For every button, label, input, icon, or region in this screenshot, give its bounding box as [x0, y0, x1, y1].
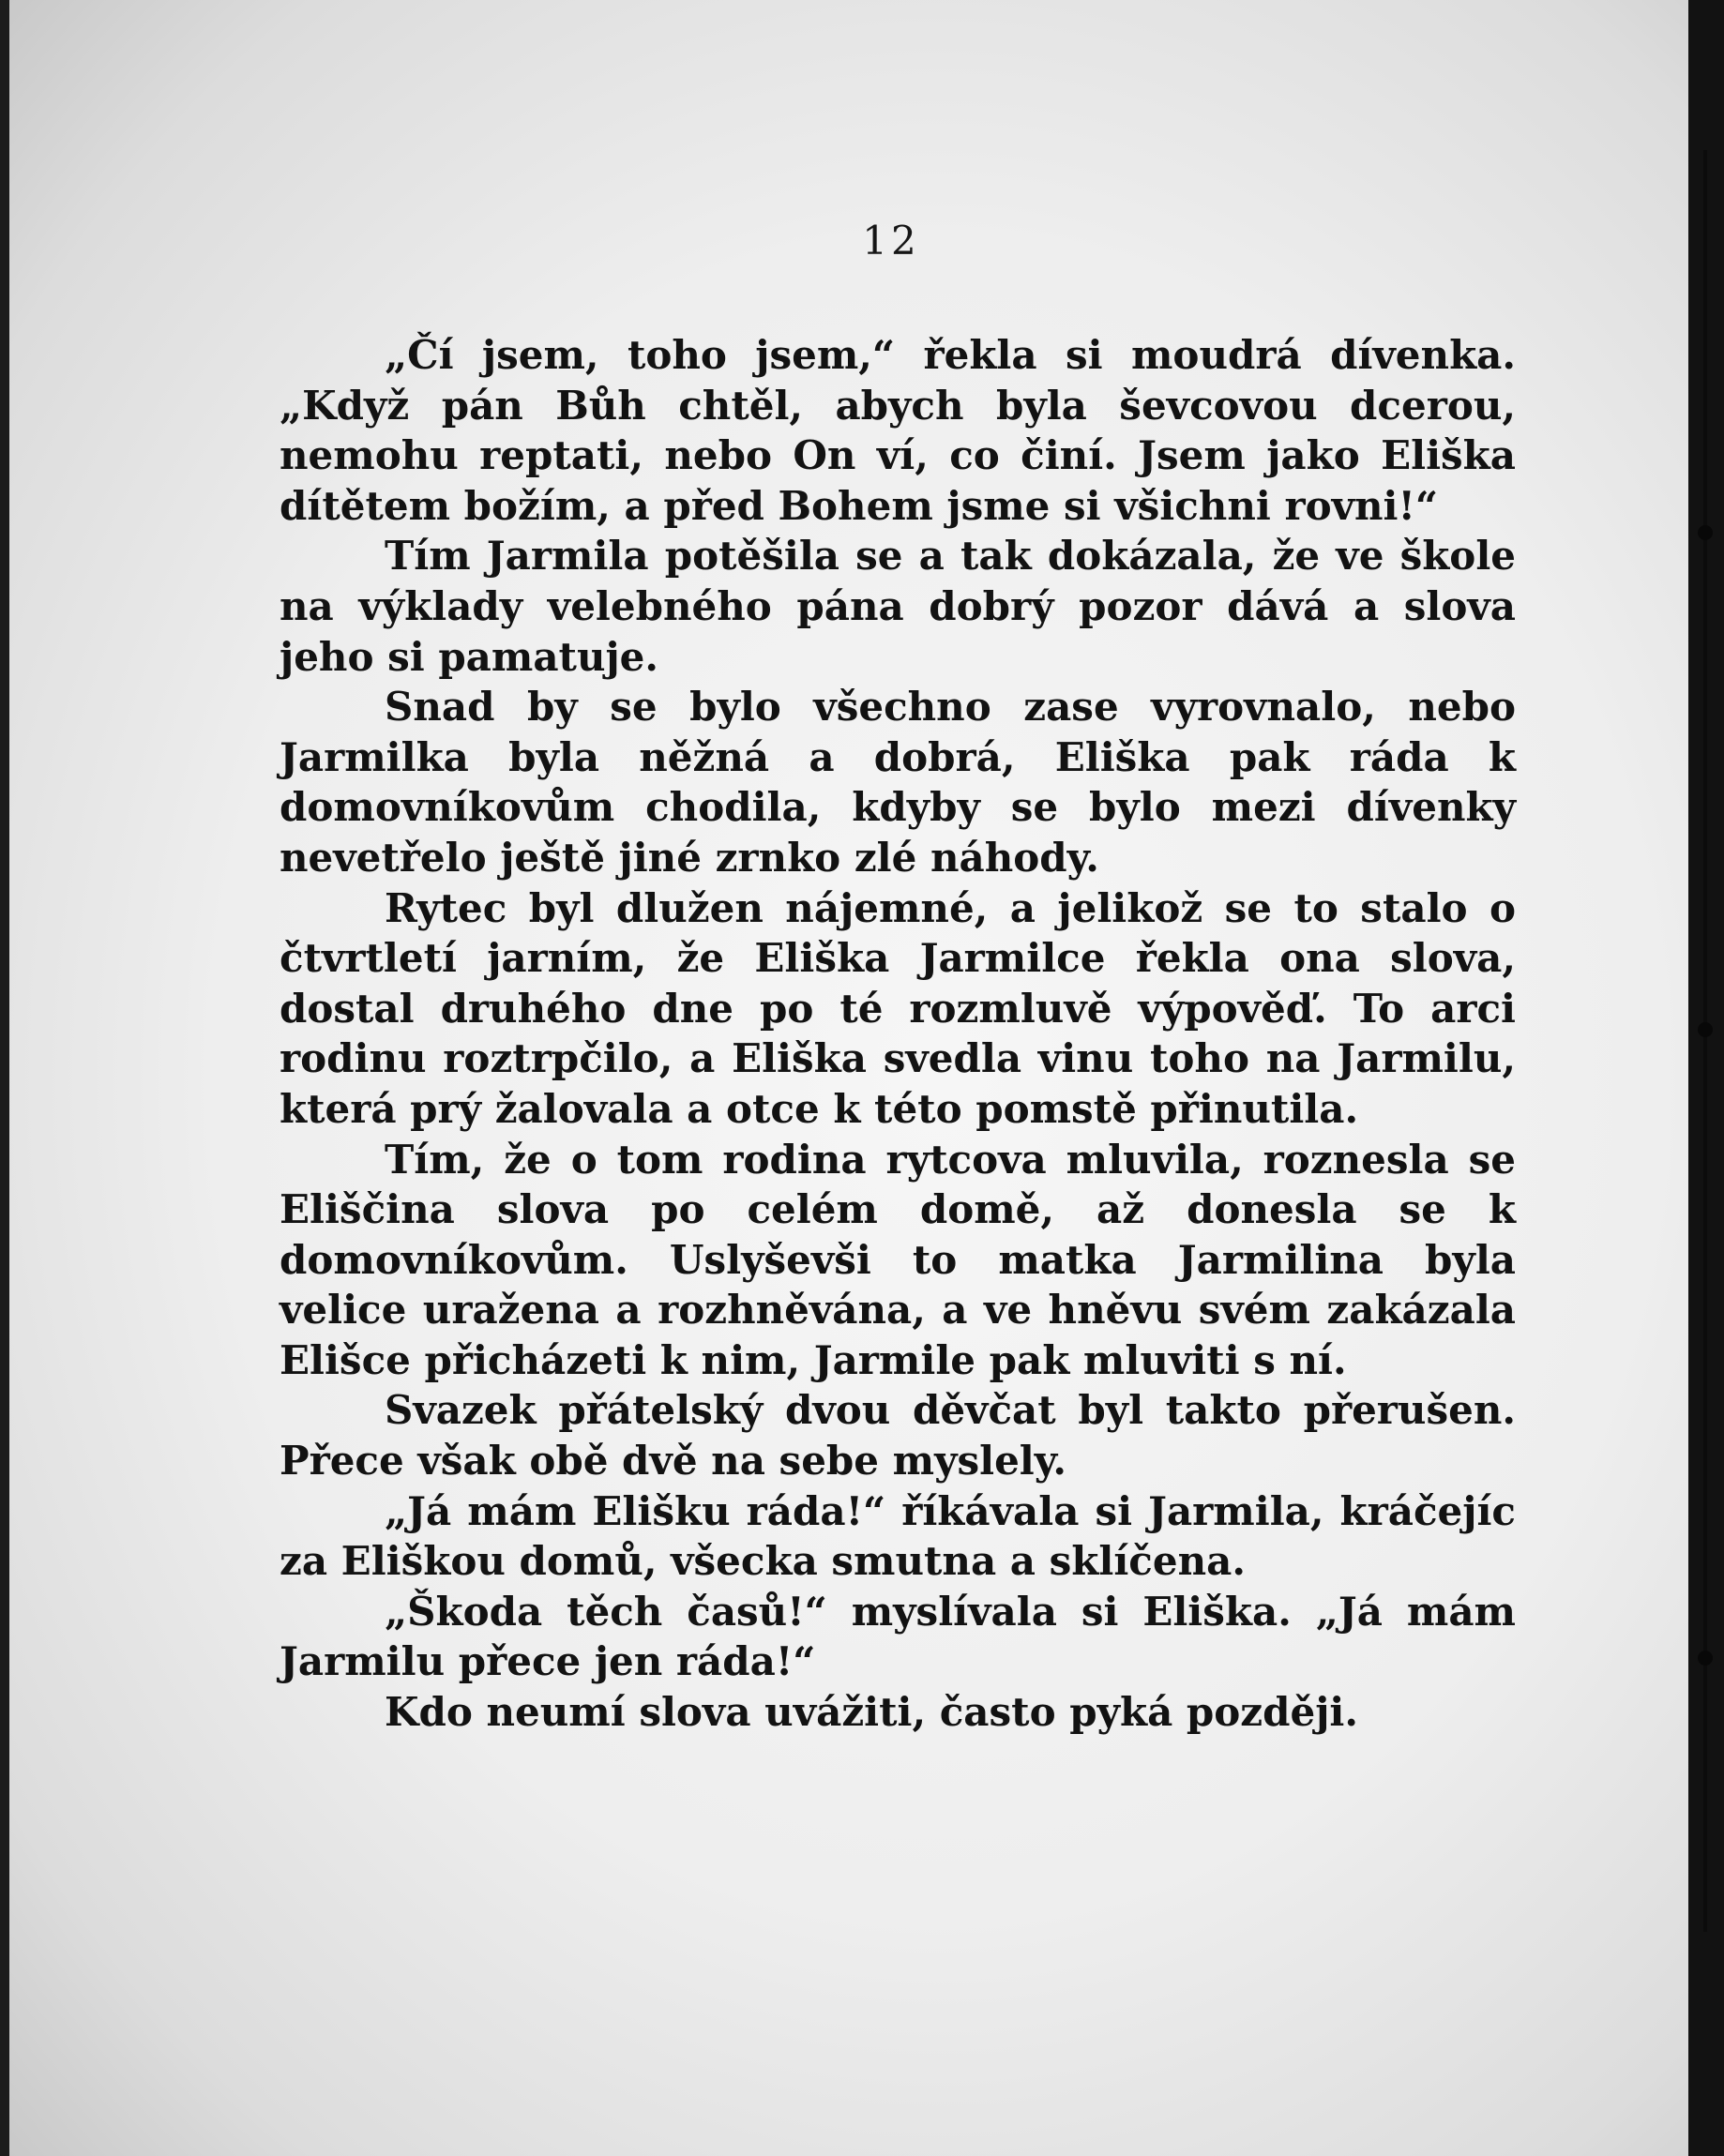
paragraph-2: Tím Jarmila potěšila se a tak dokázala, že ve škole na výklady velebného pána dobrý pozor dává a slova jeho si pamatuje.	[280, 533, 1516, 680]
paragraph-4: Rytec byl dlužen nájemné, a jelikož se to stalo o čtvrtletí jarním, že Eliška Jarmilce řekla ona slova, dostal druhého dne po té rozmluvě výpověď. To arci rodinu roztrpčilo, a Eliška svedla vinu toho na Jarmilu, která prý žalovala a otce k této pomstě přinutila.	[280, 884, 1516, 1132]
book-page	[9, 0, 1698, 2156]
paragraph-3: Snad by se bylo všechno zase vyrovnalo, nebo Jarmilka byla něžná a dobrá, Eliška pak ráda k domovníkovům chodila, kdyby se bylo mezi dívenky nevetřelo ještě jiné zrnko zlé náhody.	[280, 684, 1516, 881]
paragraph-9: Kdo neumí slova uvážiti, často pyká později.	[385, 1689, 1359, 1736]
body-text	[280, 330, 1516, 1738]
paragraph-6: Svazek přátelský dvou děvčat byl takto přerušen. Přece však obě dvě na sebe myslely.	[280, 1387, 1516, 1485]
paragraph-5: Tím, že o tom rodina rytcova mluvila, roznesla se Eliščina slova po celém domě, až donesla se k domovníkovům. Uslyševši to matka Jarmilina byla velice uražena a rozhněvána, a ve hněvu svém zakázala Elišce přicházeti k nim, Jarmile pak mluviti s ní.	[280, 1136, 1516, 1383]
paragraph-8: „Škoda těch časů!“ myslívala si Eliška. „Já mám Jarmilu přece jen ráda!“	[280, 1588, 1516, 1685]
binding-mark-bottom	[1698, 1651, 1713, 1666]
binding-mark-top	[1698, 525, 1713, 540]
page-number: 12	[862, 218, 920, 264]
paragraph-7: „Já mám Elišku ráda!“ říkávala si Jarmila, kráčejíc za Eliškou domů, všecka smutna a sklíčena.	[280, 1487, 1516, 1585]
binding-mark-middle	[1698, 1022, 1713, 1037]
paragraph-1: „Čí jsem, toho jsem,“ řekla si moudrá dívenka. „Když pán Bůh chtěl, abych byla ševcovou dcerou, nemohu reptati, nebo On ví, co činí. Jsem jako Eliška dítětem božím, a před Bohem jsme si všichni rovni!“	[280, 332, 1516, 529]
